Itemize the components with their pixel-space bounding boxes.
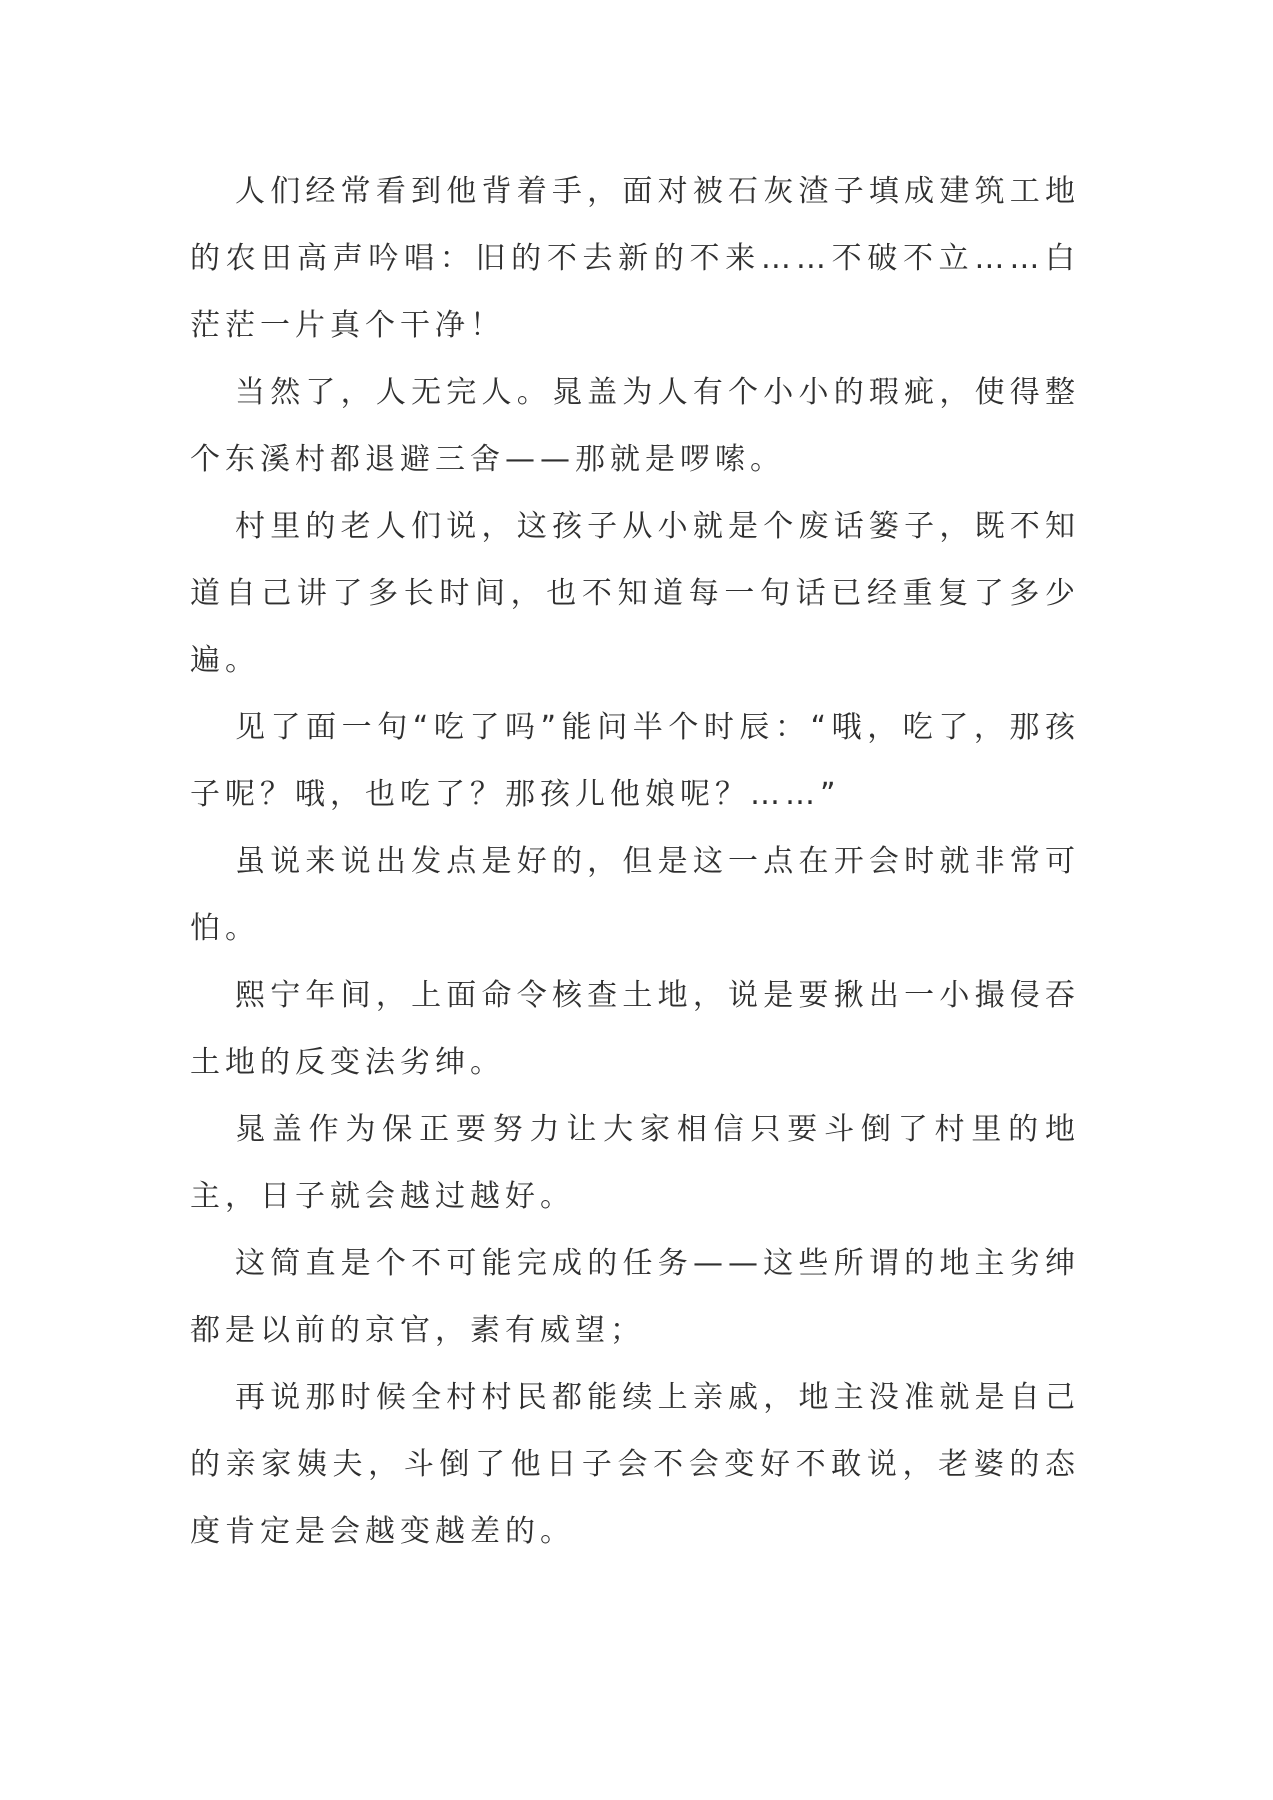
paragraph-1: 人们经常看到他背着手，面对被石灰渣子填成建筑工地的农田高声吟唱：旧的不去新的不来……不破不立……白茫茫一片真个干净！ xyxy=(190,174,1080,343)
body-text xyxy=(190,158,1080,1565)
paragraph-2: 当然了，人无完人。晁盖为人有个小小的瑕疵，使得整个东溪村都退避三舍——那就是啰嗦。 xyxy=(190,375,1080,477)
paragraph-3: 村里的老人们说，这孩子从小就是个废话篓子，既不知道自己讲了多长时间，也不知道每一句话已经重复了多少遍。 xyxy=(190,509,1080,678)
paragraph-8: 这简直是个不可能完成的任务——这些所谓的地主劣绅都是以前的京官，素有威望； xyxy=(190,1246,1080,1348)
paragraph-6: 熙宁年间，上面命令核查土地，说是要揪出一小撮侵吞土地的反变法劣绅。 xyxy=(190,978,1080,1080)
paragraph-9: 再说那时候全村村民都能续上亲戚，地主没准就是自己的亲家姨夫，斗倒了他日子会不会变好不敢说，老婆的态度肯定是会越变越差的。 xyxy=(190,1380,1080,1549)
paragraph-7: 晁盖作为保正要努力让大家相信只要斗倒了村里的地主，日子就会越过越好。 xyxy=(190,1112,1080,1214)
paragraph-4: 见了面一句“吃了吗”能问半个时辰：“哦，吃了，那孩子呢？哦，也吃了？那孩儿他娘呢？……” xyxy=(190,710,1080,812)
paragraph-5: 虽说来说出发点是好的，但是这一点在开会时就非常可怕。 xyxy=(190,844,1080,946)
